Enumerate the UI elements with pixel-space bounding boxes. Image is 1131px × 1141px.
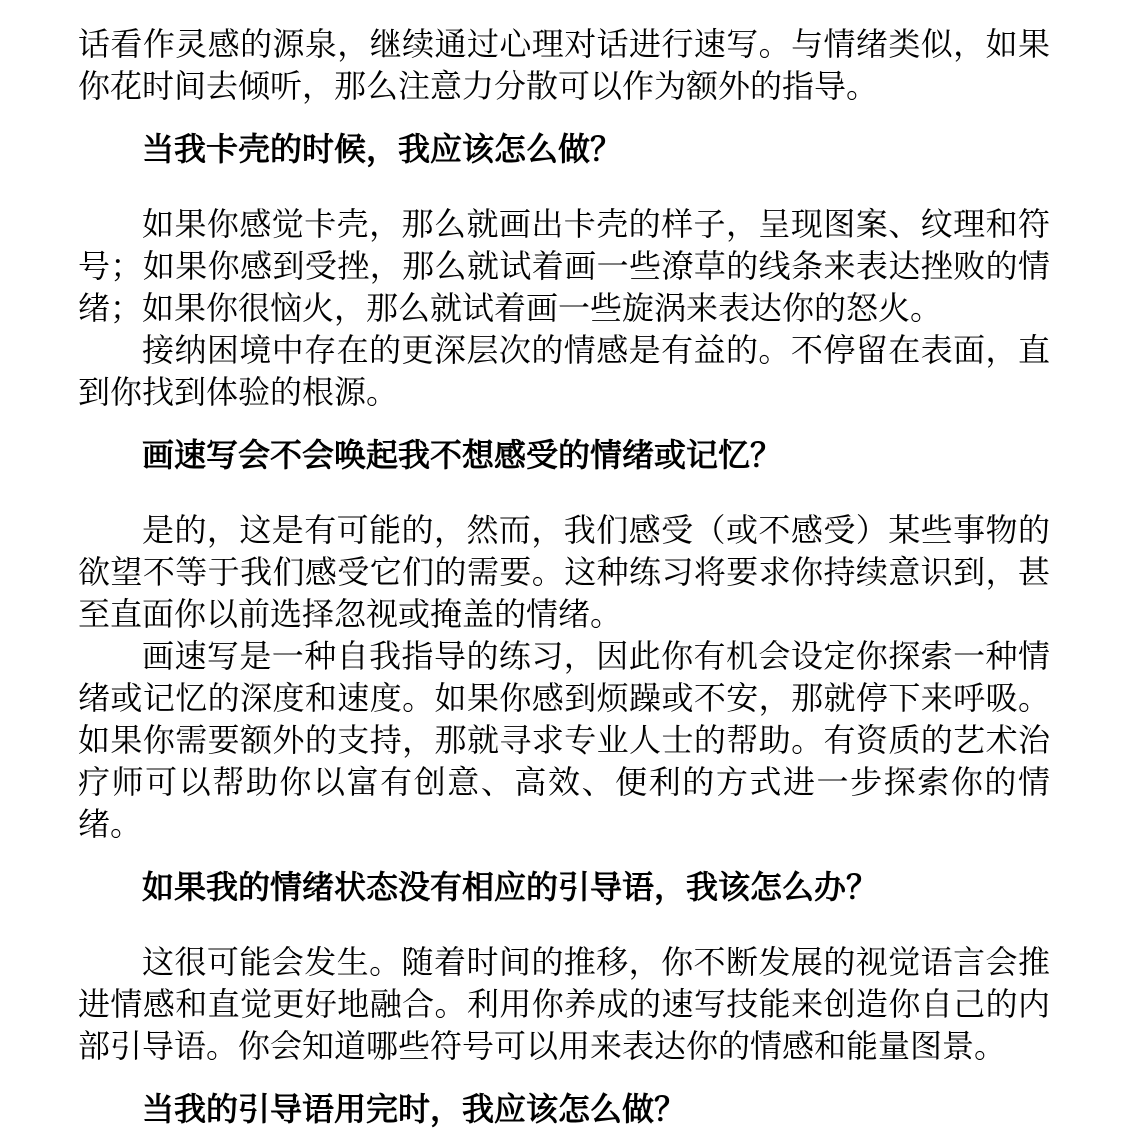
body-paragraph: 这很可能会发生。随着时间的推移，你不断发展的视觉语言会推进情感和直觉更好地融合。利用你养成的速写技能来创造你自己的内部引导语。你会知道哪些符号可以用来表达你的情感和能量图景。 [78,944,1050,1064]
section-heading-prompts-run-out: 当我的引导语用完时，我应该怎么做？ [142,1091,687,1127]
body-paragraph: 是的，这是有可能的，然而，我们感受（或不感受）某些事物的欲望不等于我们感受它们的需要。这种练习将要求你持续意识到，甚至直面你以前选择忽视或掩盖的情绪。 [78,512,1050,632]
section-heading-stuck: 当我卡壳的时候，我应该怎么做？ [142,131,623,167]
section-heading-unwanted-emotions: 画速写会不会唤起我不想感受的情绪或记忆？ [142,437,783,473]
body-paragraph: 画速写是一种自我指导的练习，因此你有机会设定你探索一种情绪或记忆的深度和速度。如果你感到烦躁或不安，那就停下来呼吸。如果你需要额外的支持，那就寻求专业人士的帮助。有资质的艺术治疗师可以帮助你以富有创意、高效、便利的方式进一步探索你的情绪。 [78,638,1050,842]
intro-paragraph: 话看作灵感的源泉，继续通过心理对话进行速写。与情绪类似，如果你花时间去倾听，那么注意力分散可以作为额外的指导。 [78,26,1050,104]
section-heading-no-matching-prompt: 如果我的情绪状态没有相应的引导语，我该怎么办？ [142,869,879,905]
body-paragraph: 接纳困境中存在的更深层次的情感是有益的。不停留在表面，直到你找到体验的根源。 [78,332,1050,410]
body-paragraph: 如果你感觉卡壳，那么就画出卡壳的样子，呈现图案、纹理和符号；如果你感到受挫，那么就试着画一些潦草的线条来表达挫败的情绪；如果你很恼火，那么就试着画一些旋涡来表达你的怒火。 [78,206,1050,326]
